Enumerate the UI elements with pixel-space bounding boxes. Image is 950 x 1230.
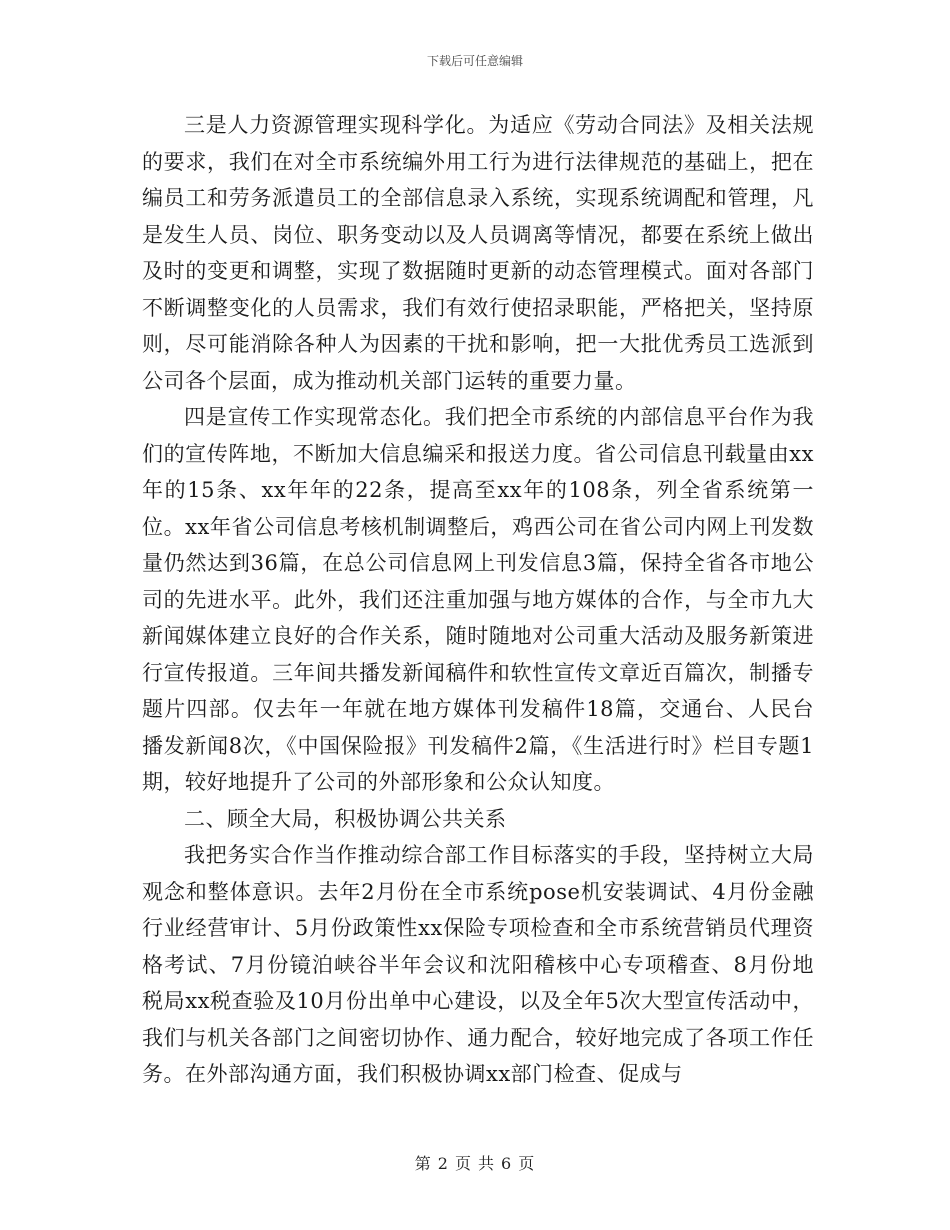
current-page-number: 2 [437, 1154, 449, 1173]
total-page-number: 6 [501, 1154, 513, 1173]
paragraph-hr-management: 三是人力资源管理实现科学化。为适应《劳动合同法》及相关法规的要求，我们在对全市系统编外用工行为进行法律规范的基础上，把在编员工和劳务派遣员工的全部信息录入系统，实现系统调配和管理，凡是发生人员、岗位、职务变动以及人员调离等情况，都要在系统上做出及时的变更和调整，实现了数据随时更新的动态管理模式。面对各部门不断调整变化的人员需求，我们有效行使招录职能，严格把关，坚持原则，尽可能消除各种人为因素的干扰和影响，把一大批优秀员工选派到公司各个层面，成为推动机关部门运转的重要力量。 [142, 113, 814, 393]
page-prefix: 第 [414, 1154, 432, 1173]
section-heading-public-relations: 二、顾全大局，积极协调公共关系 [184, 806, 507, 831]
page-suffix: 页 [518, 1154, 536, 1173]
page-middle-text: 页 共 [454, 1154, 496, 1173]
paragraph-publicity: 四是宣传工作实现常态化。我们把全市系统的内部信息平台作为我们的宣传阵地，不断加大信息编采和报送力度。省公司信息刊载量由xx年的15条、xx年年的22条，提高至xx年的108条，列全省系统第一位。xx年省公司信息考核机制调整后，鸡西公司在省公司内网上刊发数量仍然达到36篇，在总公司信息网上刊发信息3篇，保持全省各市地公司的先进水平。此外，我们还注重加强与地方媒体的合作，与全市九大新闻媒体建立良好的合作关系，随时随地对公司重大活动及服务新策进行宣传报道。三年间共播发新闻稿件和软性宣传文章近百篇次，制播专题片四部。仅去年一年就在地方媒体刊发稿件18篇，交通台、人民台播发新闻8次，《中国保险报》刊发稿件2篇，《生活进行时》栏目专题1期，较好地提升了公司的外部形象和公众认知度。 [142, 405, 814, 794]
page-number-footer [0, 1151, 950, 1174]
document-body [142, 107, 814, 1093]
paragraph-cooperation: 我把务实合作当作推动综合部工作目标落实的手段，坚持树立大局观念和整体意识。去年2月份在全市系统pose机安装调试、4月份金融行业经营审计、5月份政策性xx保险专项检查和全市系统营销员代理资格考试、7月份镜泊峡谷半年会议和沈阳稽核中心专项稽查、8月份地税局xx税查验及10月份出单中心建设，以及全年5次大型宣传活动中，我们与机关各部门之间密切协作、通力配合，较好地完成了各项工作任务。在外部沟通方面，我们积极协调xx部门检查、促成与 [142, 843, 814, 1086]
page-header-note: 下载后可任意编辑 [426, 54, 523, 68]
